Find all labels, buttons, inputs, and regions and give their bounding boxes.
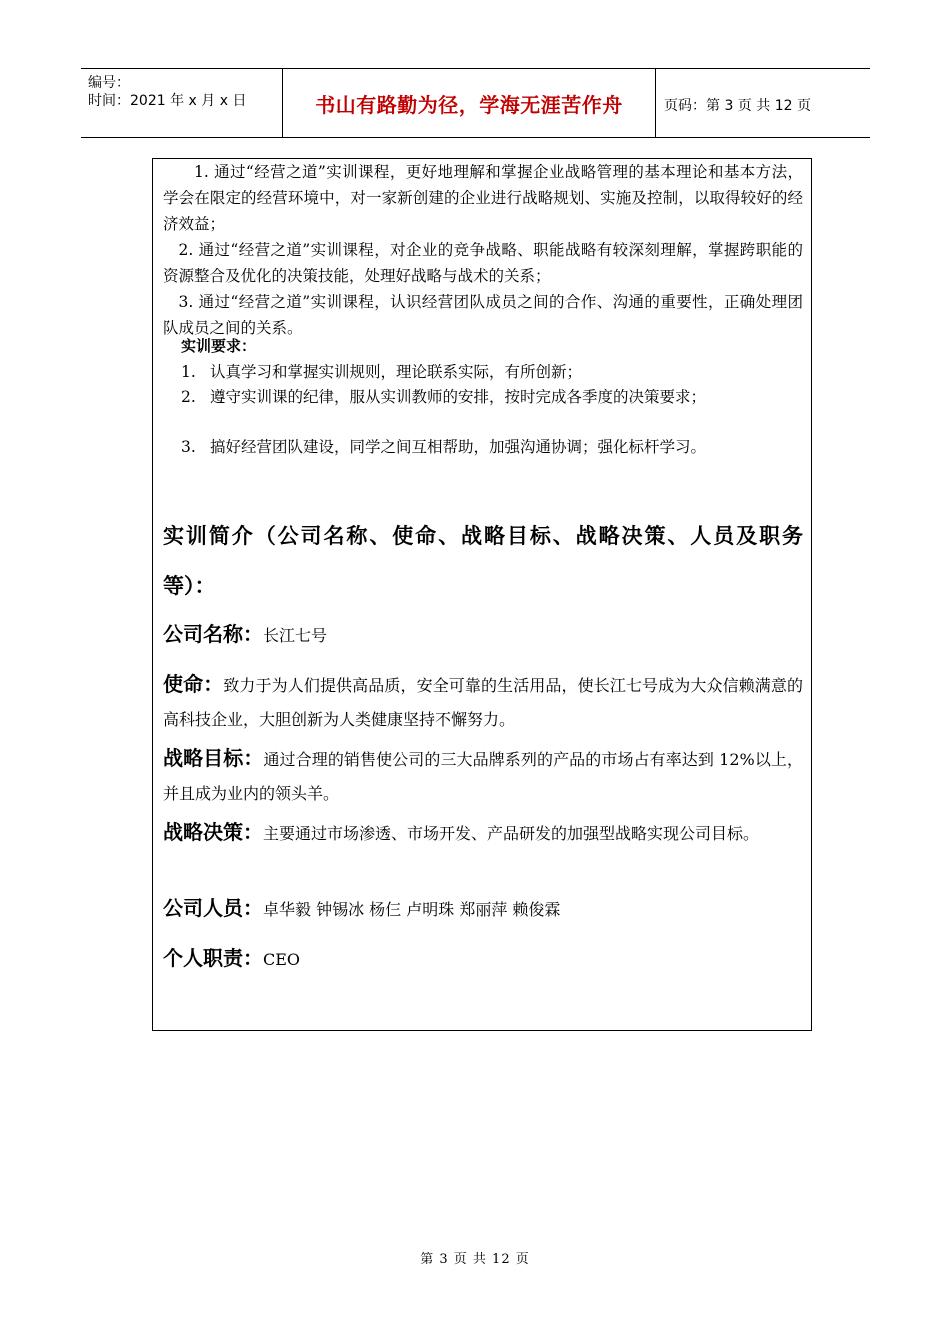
requirement-text: 搞好经营团队建设，同学之间互相帮助，加强沟通协调；强化标杆学习。 — [210, 438, 707, 456]
content-box — [152, 158, 812, 1031]
page-footer: 第 3 页 共 12 页 — [420, 1252, 530, 1267]
company-name-row — [163, 617, 803, 653]
company-staff-value: 卓华毅 钟锡冰 杨仨 卢明珠 郑丽萍 赖俊霖 — [263, 900, 561, 919]
document-date: 时间：2021 年 x 月 x 日 — [88, 93, 247, 109]
requirement-number: 1. — [181, 363, 196, 381]
requirement-number: 2. — [181, 388, 196, 406]
strategic-decision-value: 主要通过市场渗透、市场开发、产品研发的加强型战略实现公司目标。 — [263, 824, 760, 843]
strategic-goal-row — [163, 741, 803, 811]
document-number-label: 编号： — [88, 75, 130, 91]
page-header — [81, 68, 870, 138]
mission-label: 使命： — [163, 672, 224, 696]
company-staff-row — [163, 891, 803, 927]
strategic-decision-row — [163, 815, 803, 851]
requirement-item — [181, 434, 803, 460]
header-motto: 书山有路勤为径，学海无涯苦作舟 — [282, 69, 656, 137]
objective-1: 1. 通过“经营之道”实训课程，更好地理解和掌握企业战略管理的基本理论和基本方法，学会在限定的经营环境中，对一家新创建的企业进行战略规划、实施及控制，以取得较好的经济效益； — [163, 163, 803, 233]
intro-title: 实训简介（公司名称、使命、战略目标、战略决策、人员及职务等）： — [163, 524, 803, 598]
personal-duty-label: 个人职责： — [163, 946, 263, 970]
personal-duty-row — [163, 941, 803, 977]
requirement-text: 认真学习和掌握实训规则，理论联系实际，有所创新； — [210, 363, 583, 381]
strategic-decision-label: 战略决策： — [163, 820, 263, 844]
mission-row — [163, 667, 803, 737]
requirements-title: 实训要求： — [181, 337, 257, 355]
company-staff-label: 公司人员： — [163, 896, 263, 920]
personal-duty-value: CEO — [263, 950, 301, 969]
requirement-item — [181, 384, 803, 410]
header-page-info: 页码：第 3 页 共 12 页 — [664, 98, 811, 114]
company-name-value: 长江七号 — [263, 626, 328, 645]
objective-3: 3. 通过“经营之道”实训课程，认识经营团队成员之间的合作、沟通的重要性，正确处理团队成员之间的关系。 — [163, 293, 803, 337]
mission-value: 致力于为人们提供高品质，安全可靠的生活用品，使长江七号成为大众信赖满意的高科技企业，大胆创新为人类健康坚持不懈努力。 — [163, 676, 803, 729]
header-meta — [81, 69, 282, 137]
requirement-item — [181, 359, 803, 385]
requirement-number: 3. — [181, 438, 196, 456]
company-name-label: 公司名称： — [163, 622, 263, 646]
requirement-text: 遵守实训课的纪律，服从实训教师的安排，按时完成各季度的决策要求； — [210, 388, 707, 406]
strategic-goal-label: 战略目标： — [163, 746, 264, 770]
strategic-goal-value: 通过合理的销售使公司的三大品牌系列的产品的市场占有率达到 12%以上，并且成为业内的领头羊。 — [163, 750, 803, 803]
objective-2: 2. 通过“经营之道”实训课程，对企业的竞争战略、职能战略有较深刻理解，掌握跨职能的资源整合及优化的决策技能，处理好战略与战术的关系； — [163, 241, 803, 285]
